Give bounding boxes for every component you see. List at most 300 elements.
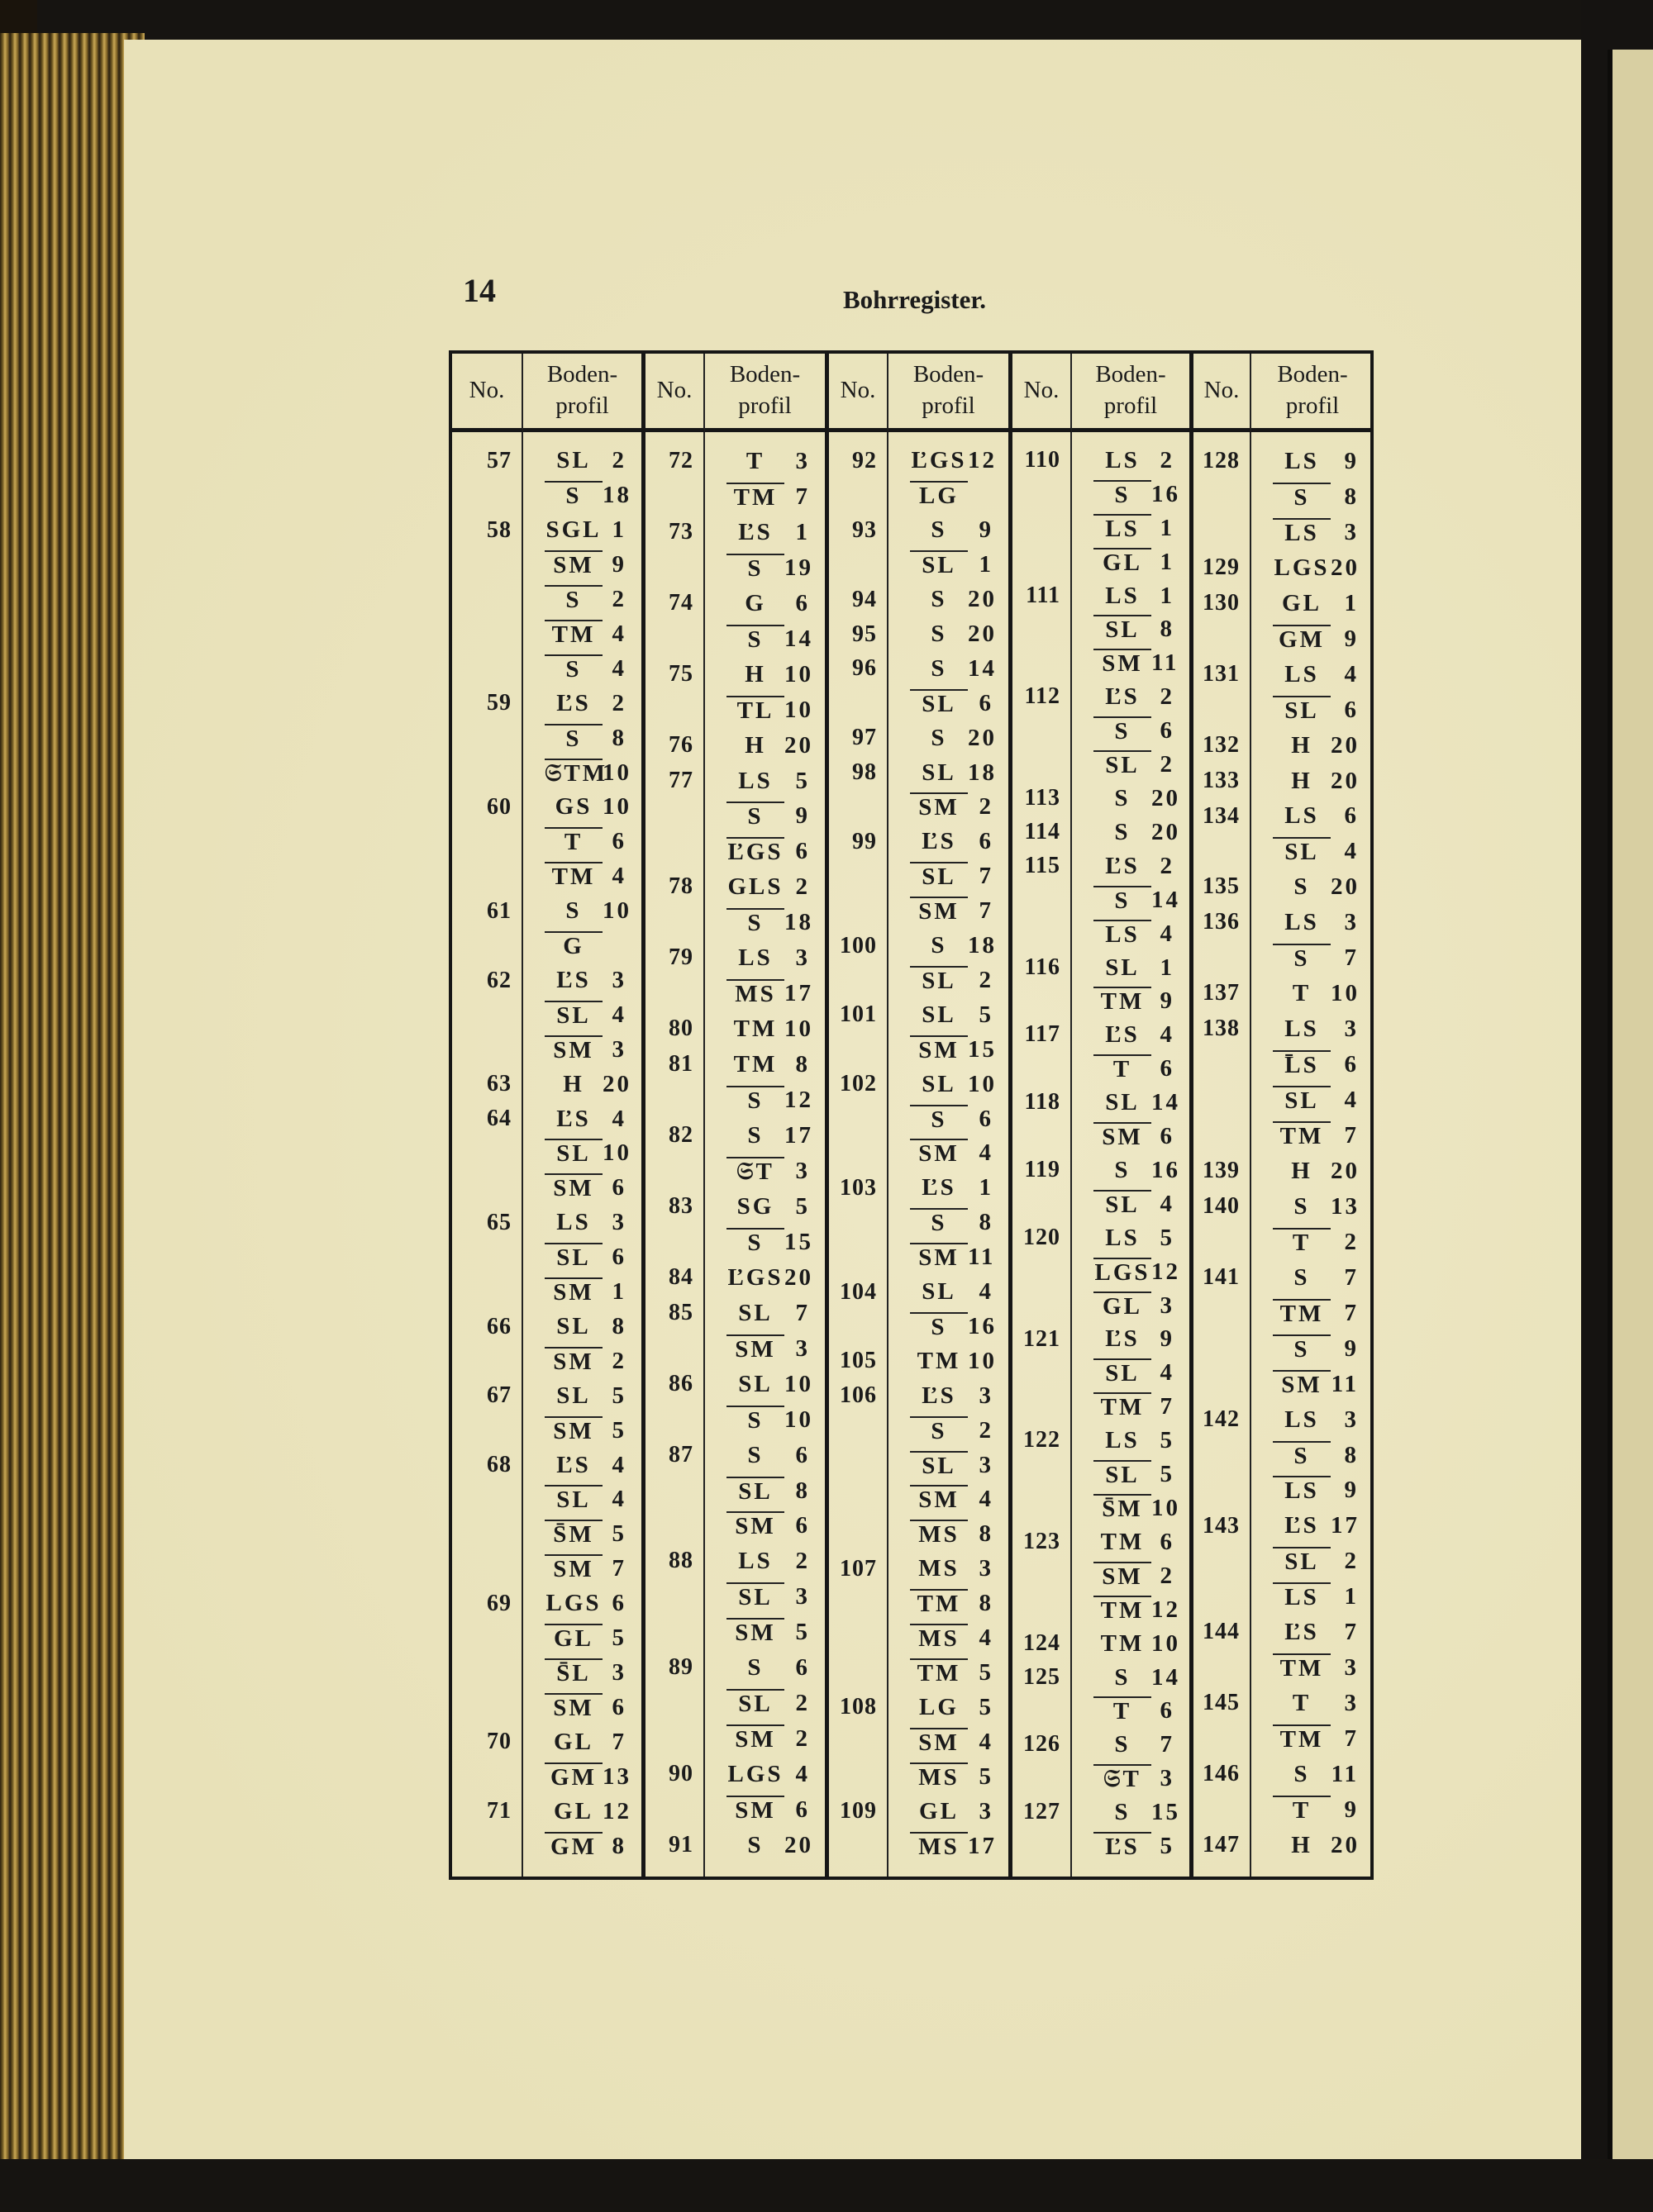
profile-layer: [888, 1448, 1008, 1482]
soil-code: SL: [910, 550, 968, 579]
borehole-number: 120: [1023, 1224, 1060, 1250]
profile-layer: [1072, 1728, 1189, 1762]
profile-layer: [1251, 728, 1374, 763]
layer-thickness: 10: [603, 1139, 631, 1167]
profile-layer: [888, 548, 1008, 583]
borehole-number: 63: [487, 1071, 512, 1097]
profile-layer: [705, 905, 825, 940]
profile-layer: [705, 1579, 825, 1615]
profile-layer: [1251, 1082, 1374, 1118]
profile-layer: [888, 790, 1008, 825]
layer-thickness: 11: [1331, 1370, 1359, 1397]
soil-profile-entry: [1072, 849, 1189, 951]
layer-thickness: 1: [1160, 514, 1174, 541]
soil-code: ĽS: [1093, 1832, 1151, 1861]
layer-thickness: 4: [612, 1486, 626, 1513]
layer-thickness: 5: [979, 1658, 993, 1686]
layer-thickness: 3: [612, 1209, 626, 1236]
layer-thickness: 2: [612, 1347, 626, 1374]
layer-thickness: 1: [612, 516, 626, 544]
layer-thickness: 3: [1160, 1292, 1174, 1319]
layer-thickness: 4: [1160, 1190, 1174, 1217]
soil-code: MS: [726, 979, 784, 1008]
profile-layer: [1251, 834, 1374, 869]
soil-profile-entry: [1251, 799, 1374, 870]
soil-code: MS: [918, 1555, 960, 1582]
borehole-number: 147: [1203, 1832, 1240, 1858]
soil-code: L̄S: [1273, 1050, 1331, 1079]
soil-code: S: [910, 1208, 968, 1237]
soil-code: LGS: [727, 1761, 784, 1788]
soil-code: TM: [733, 1051, 778, 1078]
soil-code: LGS: [545, 1590, 602, 1617]
soil-code: SM: [726, 1618, 784, 1647]
profile-layer: [888, 825, 1008, 859]
soil-code: S: [726, 1228, 784, 1257]
layer-thickness: 1: [1160, 548, 1174, 575]
profile-layer: [523, 929, 641, 963]
soil-profile-entry: [1251, 1828, 1374, 1863]
profile-layer: [705, 1757, 825, 1792]
layer-thickness: 1: [795, 518, 810, 545]
layer-thickness: 13: [1331, 1192, 1360, 1220]
soil-code: SM: [726, 1511, 784, 1540]
profile-layer: [705, 1615, 825, 1650]
soil-code: SM: [1093, 1562, 1151, 1591]
layer-thickness: 7: [795, 483, 810, 510]
layer-thickness: 4: [979, 1486, 993, 1513]
layer-thickness: 5: [1160, 1461, 1174, 1488]
profile-layer: [705, 834, 825, 869]
soil-code: ĽS: [556, 689, 591, 716]
layer-thickness: 1: [612, 1278, 626, 1306]
layer-thickness: 4: [1160, 1021, 1174, 1049]
profile-layer: [1251, 1189, 1374, 1225]
soil-profile-entry: [888, 721, 1008, 755]
profile-layer: [523, 1656, 641, 1691]
soil-code: ĽS: [1105, 852, 1140, 879]
layer-thickness: 2: [612, 586, 626, 613]
profile-layer: [1072, 917, 1189, 951]
soil-code: SL: [910, 966, 968, 995]
soil-code: S: [1114, 1663, 1131, 1691]
layer-thickness: 10: [968, 1070, 997, 1097]
layer-thickness: 20: [968, 586, 997, 613]
soil-profile-entry: [705, 869, 825, 940]
soil-code: SL: [545, 1243, 603, 1272]
profile-layer: [888, 1482, 1008, 1517]
soil-profile-entry: [888, 1171, 1008, 1275]
soil-profile-entry: [705, 1047, 825, 1118]
soil-profile-entry: [1251, 1260, 1374, 1402]
layer-thickness: 12: [968, 447, 997, 474]
soil-code: S: [726, 802, 784, 830]
profile-layer: [523, 1482, 641, 1517]
profile-layer: [1072, 579, 1189, 613]
soil-code: LGS: [1274, 554, 1330, 581]
layer-thickness: 6: [612, 828, 626, 855]
layer-thickness: 4: [1344, 838, 1359, 865]
soil-code: LG: [919, 1693, 959, 1720]
borehole-number: 60: [487, 794, 512, 821]
layer-thickness: 14: [784, 625, 813, 652]
layer-thickness: 4: [612, 1105, 626, 1132]
profile-layer: [1072, 1018, 1189, 1052]
borehole-number: 86: [669, 1370, 693, 1396]
soil-profile-entry: [1251, 976, 1374, 1011]
layer-thickness: 9: [1344, 1796, 1359, 1824]
profile-layer: [1072, 1458, 1189, 1491]
borehole-number: 125: [1023, 1663, 1060, 1690]
layer-thickness: 3: [795, 1157, 810, 1184]
profile-layer: [888, 1101, 1008, 1136]
profile-layer: [888, 1275, 1008, 1310]
soil-profile-entry: [1251, 1402, 1374, 1509]
soil-code: SM: [910, 1035, 968, 1064]
soil-profile-entry: [705, 1438, 825, 1544]
borehole-number: 115: [1024, 852, 1060, 878]
soil-code: ĽS: [738, 518, 773, 545]
profile-layer: [1251, 1331, 1374, 1367]
soil-profile-entry: [705, 515, 825, 586]
soil-profile-entry: [888, 755, 1008, 825]
soil-code: S: [545, 481, 603, 510]
layer-thickness: 11: [1331, 1761, 1359, 1788]
layer-thickness: 12: [603, 1797, 631, 1824]
soil-code: SL: [1093, 1190, 1151, 1219]
layer-thickness: 3: [1344, 1690, 1359, 1717]
soil-profile-entry: [1251, 657, 1374, 728]
profile-layer: [705, 550, 825, 586]
profile-layer: [705, 1082, 825, 1118]
profile-layer: [1072, 1525, 1189, 1559]
profile-layer: [523, 1171, 641, 1206]
soil-code: T: [1093, 1054, 1151, 1083]
soil-code: ĽGS: [911, 447, 967, 474]
layer-thickness: 5: [1160, 1427, 1174, 1454]
layer-thickness: 7: [979, 897, 993, 925]
soil-profile-entry: [523, 1206, 641, 1310]
soil-code: S: [910, 1416, 968, 1445]
soil-code: TM: [1093, 987, 1151, 1016]
borehole-number: 97: [852, 725, 877, 751]
borehole-number: 69: [487, 1590, 512, 1616]
layer-thickness: 17: [784, 980, 813, 1007]
layer-thickness: 6: [1160, 1055, 1174, 1082]
soil-code: GS: [555, 793, 593, 821]
soil-code: LS: [1284, 1016, 1319, 1043]
soil-code: SL: [910, 1451, 968, 1480]
soil-profile-entry: [705, 657, 825, 728]
layer-thickness: 8: [979, 1520, 993, 1548]
layer-thickness: 20: [1331, 767, 1360, 794]
profile-layer: [1072, 1052, 1189, 1086]
no-column: [452, 432, 523, 1877]
layer-thickness: 2: [1160, 751, 1174, 778]
layer-thickness: 4: [612, 863, 626, 890]
borehole-number: 57: [487, 448, 512, 473]
profile-layer: [888, 1724, 1008, 1759]
profile-layer: [888, 894, 1008, 929]
layer-thickness: 5: [1160, 1833, 1174, 1860]
layer-thickness: 6: [612, 1590, 626, 1617]
layer-thickness: 2: [1344, 1228, 1359, 1255]
soil-profile-entry: [1251, 1154, 1374, 1189]
soil-code: LGS: [1094, 1258, 1150, 1286]
borehole-number: 128: [1203, 448, 1240, 473]
no-column: [645, 432, 705, 1877]
layer-thickness: 14: [1151, 886, 1180, 913]
soil-code: GL: [1093, 1292, 1151, 1320]
layer-thickness: 1: [979, 1174, 993, 1201]
header-bodenprofil: Boden- profil: [523, 354, 645, 432]
profile-layer: [1072, 1187, 1189, 1221]
layer-thickness: 7: [612, 1555, 626, 1582]
profile-layer: [705, 1331, 825, 1367]
soil-code: SL: [910, 689, 968, 718]
layer-thickness: 3: [1344, 518, 1359, 545]
book-page-edges: [0, 33, 145, 2165]
soil-code: S: [1293, 1192, 1310, 1220]
profile-column: [1251, 432, 1374, 1877]
borehole-number: 87: [669, 1441, 693, 1468]
facing-page-edge: [1608, 50, 1653, 2165]
layer-thickness: 6: [795, 1654, 810, 1682]
layer-thickness: 20: [1331, 1157, 1360, 1184]
soil-code: SM: [545, 550, 603, 579]
soil-code: ĽS: [922, 828, 956, 855]
borehole-number: 99: [852, 828, 877, 854]
profile-layer: [1072, 1356, 1189, 1390]
layer-thickness: 4: [979, 1625, 993, 1652]
profile-layer: [705, 1650, 825, 1686]
profile-layer: [523, 513, 641, 548]
layer-thickness: 10: [784, 1016, 813, 1043]
soil-code: S: [726, 1406, 784, 1434]
soil-code: H: [563, 1070, 584, 1097]
scan-border-bottom: [0, 2159, 1653, 2212]
profile-layer: [1072, 444, 1189, 478]
profile-layer: [523, 1206, 641, 1240]
soil-profile-entry: [1072, 1154, 1189, 1221]
profile-layer: [705, 444, 825, 479]
borehole-number: 131: [1203, 660, 1240, 687]
soil-code: TM: [726, 483, 784, 511]
profile-layer: [523, 1794, 641, 1829]
soil-code: SL: [545, 1139, 603, 1168]
soil-code: SM: [545, 1277, 603, 1306]
profile-layer: [1072, 1154, 1189, 1187]
layer-thickness: 7: [1344, 1725, 1359, 1753]
profile-layer: [705, 1828, 825, 1863]
borehole-number: 96: [852, 655, 877, 682]
profile-layer: [705, 1118, 825, 1154]
borehole-number: 66: [487, 1313, 512, 1339]
layer-thickness: 6: [795, 1441, 810, 1468]
profile-layer: [1251, 1473, 1374, 1509]
profile-layer: [1251, 1828, 1374, 1863]
borehole-number: 127: [1023, 1799, 1060, 1825]
profile-layer: [888, 1310, 1008, 1344]
borehole-number: 123: [1023, 1528, 1060, 1554]
soil-code: TM: [1100, 1528, 1145, 1555]
profile-layer: [1251, 1579, 1374, 1615]
profile-layer: [1072, 1796, 1189, 1829]
soil-profile-entry: [523, 1310, 641, 1379]
soil-code: S: [931, 516, 947, 544]
profile-layer: [523, 1101, 641, 1136]
borehole-number: 82: [669, 1122, 693, 1149]
layer-thickness: 6: [979, 1105, 993, 1132]
soil-profile-entry: [705, 1118, 825, 1189]
profile-layer: [1251, 586, 1374, 621]
soil-code: S: [1114, 1799, 1131, 1826]
layer-thickness: 6: [1344, 1051, 1359, 1078]
layer-thickness: 7: [1160, 1393, 1174, 1420]
soil-code: H: [745, 731, 766, 759]
soil-profile-entry: [888, 1690, 1008, 1794]
layer-thickness: 4: [1160, 920, 1174, 947]
running-title: Bohrregister.: [843, 285, 987, 314]
soil-profile-entry: [1072, 1796, 1189, 1863]
profile-layer: [705, 586, 825, 621]
borehole-number: 76: [669, 731, 693, 758]
layer-thickness: 11: [1151, 649, 1179, 677]
borehole-number: 77: [669, 767, 693, 793]
profile-layer: [1251, 1509, 1374, 1544]
soil-code: SL: [726, 1689, 784, 1718]
profile-layer: [1251, 1296, 1374, 1331]
soil-profile-entry: [523, 963, 641, 1068]
layer-thickness: 9: [1344, 1477, 1359, 1504]
soil-profile-entry: [705, 1296, 825, 1367]
soil-code: TM: [1100, 1629, 1145, 1657]
scan-border-top: [0, 0, 1653, 40]
layer-thickness: 6: [979, 828, 993, 855]
borehole-number: 104: [840, 1278, 877, 1305]
soil-code: GL: [545, 1624, 603, 1653]
borehole-number: 138: [1203, 1016, 1240, 1042]
layer-thickness: 18: [968, 759, 997, 786]
borehole-number: 108: [840, 1694, 877, 1720]
soil-code: LS: [1284, 909, 1319, 936]
layer-thickness: 5: [1160, 1224, 1174, 1251]
soil-code: 𝔖TM: [545, 759, 608, 787]
layer-thickness: 4: [1160, 1359, 1174, 1387]
soil-profile-entry: [523, 790, 641, 894]
layer-thickness: 1: [1160, 582, 1174, 609]
profile-layer: [1251, 692, 1374, 728]
soil-code: S: [931, 932, 947, 959]
soil-code: SM: [545, 1554, 603, 1583]
borehole-number: 136: [1203, 909, 1240, 935]
layer-thickness: 10: [784, 1370, 813, 1397]
profile-layer: [888, 1067, 1008, 1101]
layer-thickness: 7: [1344, 1619, 1359, 1646]
soil-code: LS: [1284, 1406, 1319, 1433]
layer-thickness: 5: [795, 1619, 810, 1646]
profile-layer: [1251, 479, 1374, 515]
layer-thickness: 4: [612, 1451, 626, 1478]
soil-code: TM: [910, 1658, 968, 1687]
layer-thickness: 12: [1151, 1596, 1180, 1623]
profile-layer: [1251, 515, 1374, 550]
layer-thickness: 9: [1344, 447, 1359, 474]
soil-code: S: [1114, 1731, 1131, 1758]
soil-code: S̄M: [545, 1520, 603, 1548]
soil-code: S: [1114, 1156, 1131, 1183]
soil-profile-entry: [523, 894, 641, 963]
borehole-number: 140: [1203, 1192, 1240, 1219]
soil-code: LS: [738, 1548, 773, 1575]
profile-column: [1072, 432, 1193, 1877]
soil-profile-entry: [1072, 1323, 1189, 1425]
soil-code: SL: [1093, 750, 1151, 779]
layer-thickness: 5: [612, 1416, 626, 1444]
layer-thickness: 2: [795, 1690, 810, 1717]
layer-thickness: 3: [979, 1451, 993, 1478]
layer-thickness: 4: [612, 620, 626, 647]
soil-profile-entry: [705, 1757, 825, 1828]
borehole-number: 117: [1024, 1021, 1060, 1048]
profile-layer: [523, 1621, 641, 1656]
profile-layer: [705, 1508, 825, 1544]
layer-thickness: 4: [612, 1001, 626, 1028]
profile-layer: [888, 929, 1008, 963]
profile-layer: [705, 798, 825, 834]
layer-thickness: 15: [784, 1228, 813, 1255]
borehole-number: 95: [852, 621, 877, 647]
layer-thickness: 6: [1344, 802, 1359, 830]
borehole-register-table: [449, 350, 1374, 1880]
profile-layer: [1251, 940, 1374, 976]
soil-code: H: [745, 660, 766, 687]
profile-layer: [523, 997, 641, 1032]
layer-thickness: 20: [784, 731, 813, 759]
profile-layer: [1072, 1424, 1189, 1458]
layer-thickness: 9: [795, 802, 810, 830]
soil-code: GL: [1282, 589, 1322, 616]
profile-layer: [888, 1206, 1008, 1240]
soil-code: ĽS: [556, 1451, 591, 1478]
layer-thickness: 2: [795, 1548, 810, 1575]
borehole-number: 126: [1023, 1731, 1060, 1758]
profile-layer: [1072, 1289, 1189, 1323]
soil-profile-entry: [888, 1275, 1008, 1344]
layer-thickness: 3: [795, 944, 810, 972]
profile-layer: [888, 1136, 1008, 1171]
layer-thickness: 9: [1160, 987, 1174, 1015]
borehole-number: 145: [1203, 1690, 1240, 1716]
soil-code: SL: [1273, 696, 1331, 725]
layer-thickness: 20: [968, 620, 997, 647]
soil-code: S̄M: [1093, 1494, 1151, 1523]
profile-layer: [1072, 1120, 1189, 1154]
soil-profile-entry: [523, 513, 641, 686]
layer-thickness: 3: [795, 1583, 810, 1610]
soil-code: SM: [545, 1693, 603, 1722]
soil-profile-entry: [1072, 1525, 1189, 1627]
profile-layer: [523, 1240, 641, 1275]
no-column: [1012, 432, 1072, 1877]
borehole-number: 144: [1203, 1619, 1240, 1645]
soil-code: G: [545, 931, 603, 960]
layer-thickness: 1: [1344, 1583, 1359, 1610]
profile-layer: [523, 790, 641, 825]
layer-thickness: 5: [612, 1382, 626, 1409]
layer-thickness: 10: [968, 1347, 997, 1374]
profile-layer: [888, 1759, 1008, 1794]
